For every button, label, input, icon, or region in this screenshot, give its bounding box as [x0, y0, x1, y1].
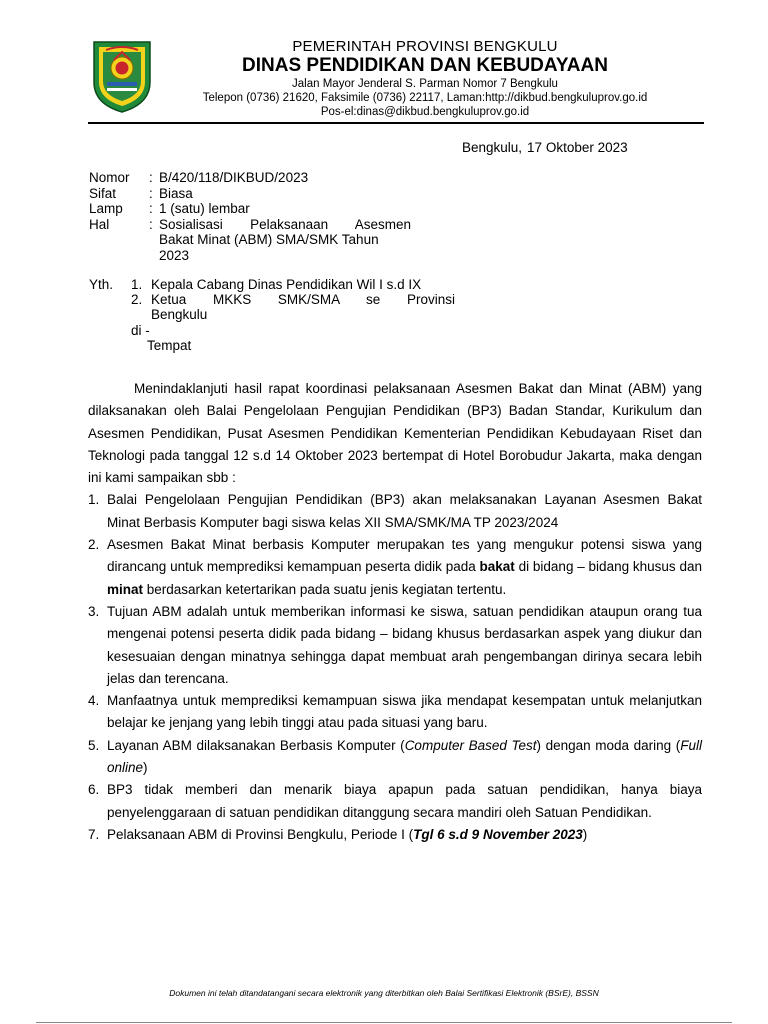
list-number: 4.	[88, 693, 100, 709]
list-text: Manfaatnya untuk memprediksi kemampuan siswa jika mendapat kesempatan untuk melanjutkan belajar ke jenjang yang lebih tinggi atau pada situasi yang baru.	[107, 693, 702, 731]
hal-line-1: Sosialisasi Pelaksanaan Asesmen	[159, 216, 411, 232]
list-item	[88, 690, 702, 735]
list-item	[88, 601, 702, 690]
list-text: berdasarkan ketertarikan pada suatu jenis kegiatan tertentu.	[143, 581, 507, 597]
letter-date	[462, 140, 628, 155]
letter-meta	[89, 170, 411, 263]
list-text: Layanan ABM dilaksanakan Berbasis Komputer (	[107, 737, 405, 753]
government-name: PEMERINTAH PROVINSI BENGKULU	[292, 38, 558, 55]
list-text: Balai Pengelolaan Pengujian Pendidikan (BP3) akan melaksanakan Layanan Asesmen Bakat Minat Berbasis Komputer bagi siswa kelas XII SMA/SMK/MA TP 2023/2024	[107, 492, 702, 530]
emphasis-minat: minat	[107, 581, 144, 597]
meta-hal	[89, 217, 411, 264]
recipient-text: Ketua MKKS SMK/SMA se Provinsi	[151, 292, 455, 307]
recipient-place: Tempat	[147, 338, 192, 353]
list-number: 6.	[88, 782, 100, 798]
list-item	[88, 534, 702, 601]
list-number: 1.	[88, 492, 100, 508]
list-number: 7.	[88, 826, 100, 842]
sifat-value: Biasa	[159, 185, 193, 201]
lamp-value: 1 (satu) lembar	[159, 201, 250, 216]
points-list	[88, 489, 702, 846]
sifat-label: Sifat	[89, 185, 117, 201]
department-name: DINAS PENDIDIKAN DAN KEBUDAYAAN	[242, 55, 608, 76]
recipient-text-cont: Bengkulu	[151, 307, 208, 322]
meta-sifat	[89, 186, 411, 202]
email-line: Pos-el:dinas@dikbud.bengkuluprov.go.id	[320, 106, 530, 118]
recipients-label: Yth.	[89, 277, 114, 292]
list-item	[88, 824, 702, 846]
provincial-crest-icon	[90, 38, 154, 114]
hal-colon: :	[149, 216, 153, 232]
list-text: ) dengan moda daring (	[536, 737, 681, 753]
hal-value	[159, 217, 411, 264]
nomor-colon: :	[149, 170, 153, 185]
list-item	[88, 735, 702, 780]
list-text: BP3 tidak memberi dan menarik biaya apapun pada satuan pendidikan, hanya biaya penyelenggaraan di satuan pendidikan ditanggung secara mandiri oleh Satuan Pendidikan.	[107, 782, 702, 820]
list-item	[88, 779, 702, 824]
list-text: di bidang – bidang khusus dan	[514, 559, 702, 575]
emphasis-bakat: bakat	[479, 559, 515, 575]
date-value: 17 Oktober 2023	[527, 140, 628, 155]
list-number: 2.	[88, 537, 100, 553]
address-line: Jalan Mayor Jenderal S. Parman Nomor 7 Bengkulu	[292, 78, 558, 90]
sifat-colon: :	[149, 185, 153, 201]
nomor-label: Nomor	[89, 170, 130, 185]
recipient-text: Kepala Cabang Dinas Pendidikan Wil I s.d IX	[151, 277, 422, 292]
hal-label: Hal	[89, 216, 110, 232]
recipient-number: 1.	[131, 277, 143, 292]
list-text: Asesmen Bakat Minat berbasis Komputer merupakan tes yang mengukur potensi siswa yang dirancang untuk memprediksi kemampuan peserta didik pada	[107, 537, 702, 575]
list-text: )	[143, 760, 148, 776]
esign-footer: Dokumen ini telah ditandatangani secara elektronik yang diterbitkan oleh Balai Sertifikasi Elektronik (BSrE), BSSN	[169, 988, 599, 998]
contact-line: Telepon (0736) 21620, Faksimile (0736) 22117, Laman:http://dikbud.bengkuluprov.go.id	[202, 92, 648, 104]
footer-divider	[36, 1022, 732, 1023]
list-text: )	[582, 826, 588, 842]
emphasis-date: Tgl 6 s.d 9 November 2023	[413, 826, 583, 842]
list-item	[88, 489, 702, 534]
letterhead-divider	[88, 122, 704, 124]
recipient-number: 2.	[131, 292, 143, 307]
nomor-value: B/420/118/DIKBUD/2023	[159, 170, 309, 185]
list-number: 3.	[88, 603, 100, 619]
hal-line-3: 2023	[159, 247, 190, 263]
list-text: Tujuan ABM adalah untuk memberikan informasi ke siswa, satuan pendidikan ataupun orang tua mengenai potensi peserta didik pada bidang – bidang khusus berdasarkan aspek yang diukur dan kesesuaian dengan minatnya sehingga dapat membuat arah pengembangan dirinya secara lebih jelas dan terencana.	[107, 603, 702, 686]
list-number: 5.	[88, 737, 100, 753]
lamp-label: Lamp	[89, 201, 123, 216]
meta-lamp	[89, 201, 411, 217]
emphasis-online: Full online	[107, 737, 702, 776]
recipient-di: di -	[131, 323, 150, 338]
date-city: Bengkulu,	[462, 140, 523, 155]
list-text: Pelaksanaan ABM di Provinsi Bengkulu, Periode I (	[107, 826, 414, 842]
intro-paragraph: Menindaklanjuti hasil rapat koordinasi pelaksanaan Asesmen Bakat dan Minat (ABM) yang dilaksanakan oleh Balai Pengelolaan Pengujian Pendidikan (BP3) Badan Standar, Kurikulum dan Asesmen Pendidikan, Pusat Asesmen Pendidikan Kementerian Pendidikan Kebudayaan Riset dan Teknologi pada tanggal 12 s.d 14 Oktober 2023 bertempat di Hotel Borobudur Jakarta, maka dengan ini kami sampaikan sbb :	[88, 381, 702, 486]
lamp-colon: :	[149, 201, 153, 216]
hal-line-2: Bakat Minat (ABM) SMA/SMK Tahun	[159, 232, 379, 247]
meta-nomor	[89, 170, 411, 186]
letter-body	[88, 378, 702, 846]
letterhead	[160, 38, 690, 119]
emphasis-cbt: Computer Based Test	[404, 737, 537, 753]
